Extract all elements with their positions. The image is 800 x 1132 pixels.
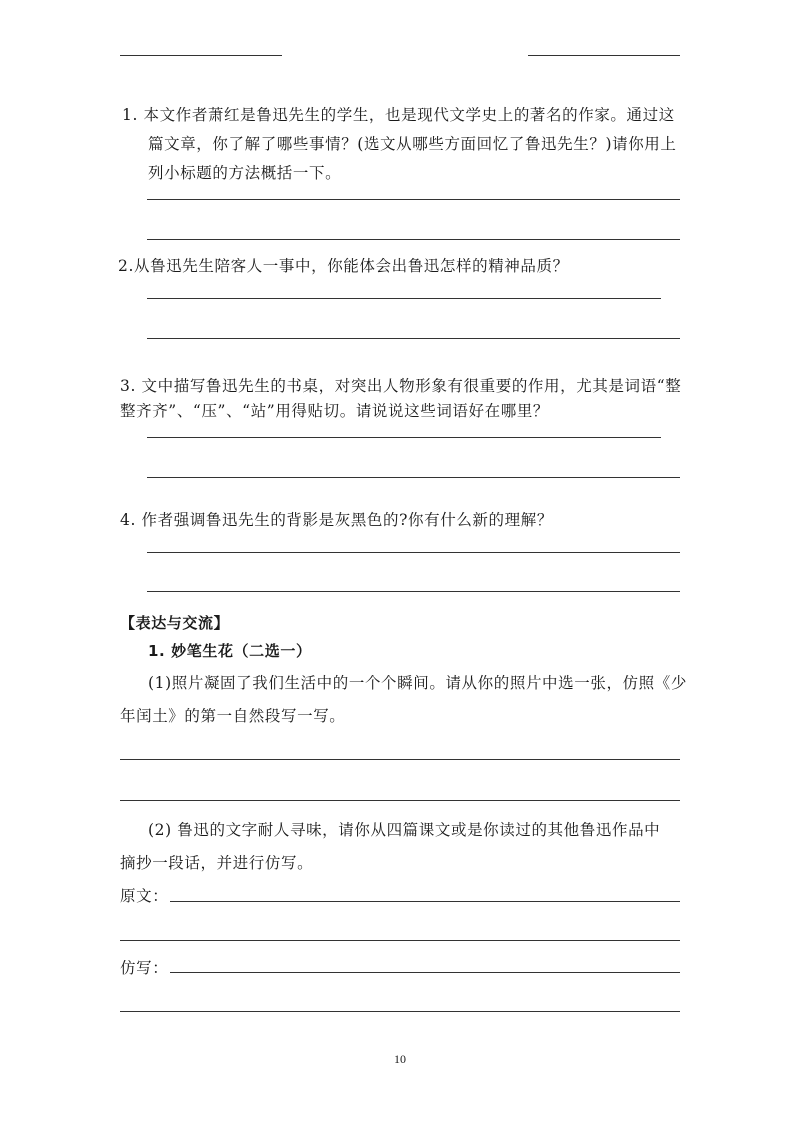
question-1-line-2: 篇文章，你了解了哪些事情？(选文从哪些方面回忆了鲁迅先生？)请你用上 <box>148 135 677 153</box>
item-2-line-2: 摘抄一段话，并进行仿写。 <box>120 854 314 872</box>
imitation-answer-line[interactable] <box>170 972 680 973</box>
original-answer-line[interactable] <box>170 901 680 902</box>
header-rule-right <box>528 55 680 56</box>
question-1-line-3: 列小标题的方法概括一下。 <box>148 164 342 182</box>
header-rule-left <box>120 55 282 56</box>
answer-line-q4-b[interactable] <box>147 591 680 592</box>
item-1-line-1: (1)照片凝固了我们生活中的一个个瞬间。请从你的照片中选一张，仿照《少 <box>148 674 687 692</box>
question-3-line-1: 3. 文中描写鲁迅先生的书桌，对突出人物形象有很重要的作用，尤其是词语“整 <box>120 377 682 395</box>
question-1-line-1: 1. 本文作者萧红是鲁迅先生的学生，也是现代文学史上的著名的作家。通过这 <box>122 106 675 124</box>
question-4: 4. 作者强调鲁迅先生的背影是灰黑色的?你有什么新的理解？ <box>120 511 553 529</box>
answer-line-item1-b[interactable] <box>120 800 680 801</box>
answer-line-q4-a[interactable] <box>147 552 680 553</box>
answer-line-q3-a[interactable] <box>147 437 661 438</box>
question-2: 2.从鲁迅先生陪客人一事中，你能体会出鲁迅怎样的精神品质？ <box>118 257 569 275</box>
item-2-line-1: (2) 鲁迅的文字耐人寻味，请你从四篇课文或是你读过的其他鲁迅作品中 <box>148 821 661 839</box>
answer-line-item1-a[interactable] <box>120 759 680 760</box>
question-3-line-2: 整齐齐”、“压”、“站”用得贴切。请说说这些词语好在哪里？ <box>120 402 550 420</box>
answer-line-original-b[interactable] <box>120 940 680 941</box>
answer-line-q2-b[interactable] <box>147 338 680 339</box>
original-label: 原文： <box>120 887 169 905</box>
imitation-label: 仿写： <box>120 959 169 977</box>
section-title: 【表达与交流】 <box>120 614 230 632</box>
answer-line-q1-a[interactable] <box>147 199 680 200</box>
answer-line-q1-b[interactable] <box>147 239 680 240</box>
item-1-line-2: 年闰土》的第一自然段写一写。 <box>120 707 346 725</box>
answer-line-q3-b[interactable] <box>147 477 680 478</box>
page-number: 10 <box>394 1052 406 1066</box>
section-subtitle: 1. 妙笔生花（二选一） <box>148 642 312 660</box>
answer-line-q2-a[interactable] <box>147 298 661 299</box>
answer-line-imitation-b[interactable] <box>120 1011 680 1012</box>
